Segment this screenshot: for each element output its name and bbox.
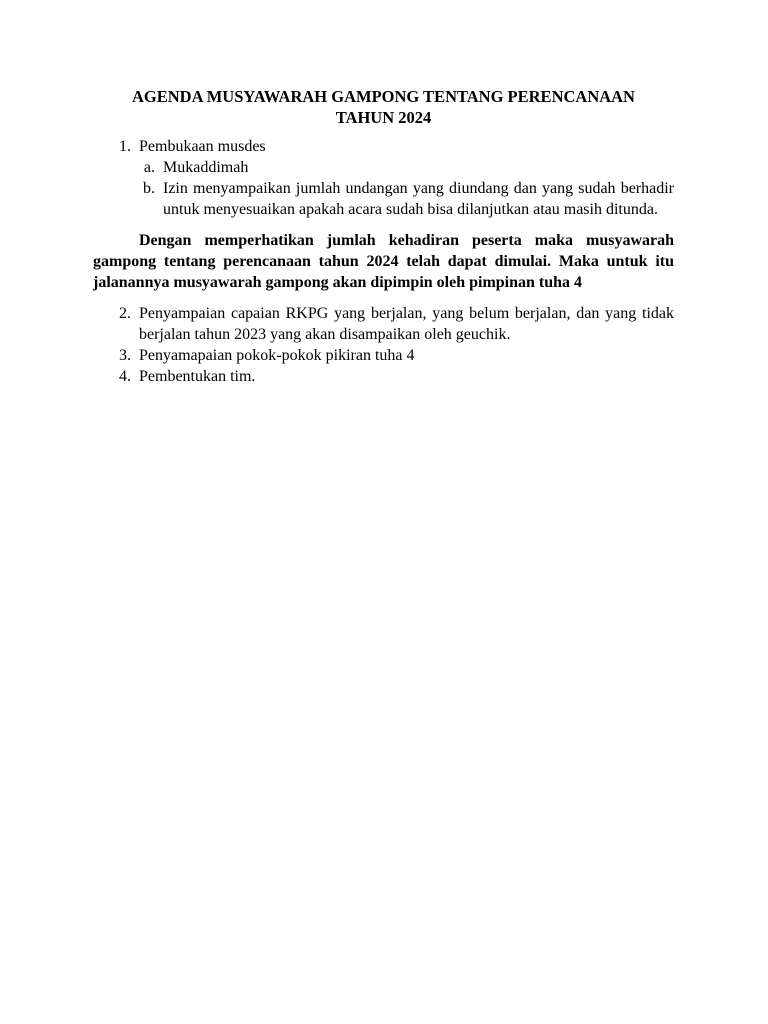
agenda-item-text: Pembentukan tim.: [139, 368, 256, 385]
agenda-item-text: Penyamapaian pokok-pokok pikiran tuha 4: [139, 347, 415, 364]
agenda-subitem-letter: b.: [143, 180, 155, 197]
agenda-subitem-text: Mukaddimah: [163, 159, 249, 176]
agenda-item-number: 3.: [119, 347, 131, 364]
agenda-item-number: 4.: [119, 368, 131, 385]
agenda-subitem-text: Izin menyampaikan jumlah undangan yang diundang dan yang sudah berhadir untuk menyesuaikan apakah acara sudah bisa dilanjutkan atau masih ditunda.: [163, 180, 674, 218]
agenda-item-number: 2.: [119, 305, 131, 322]
agenda-item-3: [93, 345, 674, 366]
agenda-item-4: [93, 366, 674, 387]
agenda-item-number: 1.: [119, 138, 131, 155]
document-page: [93, 86, 674, 387]
agenda-item-1: [93, 136, 674, 157]
title-line-1: AGENDA MUSYAWARAH GAMPONG TENTANG PERENCANAAN: [132, 87, 635, 106]
agenda-item-text: Penyampaian capaian RKPG yang berjalan, yang belum berjalan, dan yang tidak berjalan tahun 2023 yang akan disampaikan oleh geuchik.: [139, 305, 674, 343]
agenda-subitem-a: [93, 157, 674, 178]
agenda-item-text: Pembukaan musdes: [139, 138, 266, 155]
title-line-2: TAHUN 2024: [335, 108, 432, 127]
bold-paragraph: Dengan memperhatikan jumlah kehadiran peserta maka musyawarah gampong tentang perencanaan tahun 2024 telah dapat dimulai. Maka untuk itu jalanannya musyawarah gampong akan dipimpin oleh pimpinan tuha 4: [93, 232, 674, 291]
agenda-item-2: [93, 303, 674, 345]
agenda-subitem-b: [93, 178, 674, 220]
document-title: [93, 86, 674, 128]
agenda-subitem-letter: a.: [143, 159, 155, 176]
